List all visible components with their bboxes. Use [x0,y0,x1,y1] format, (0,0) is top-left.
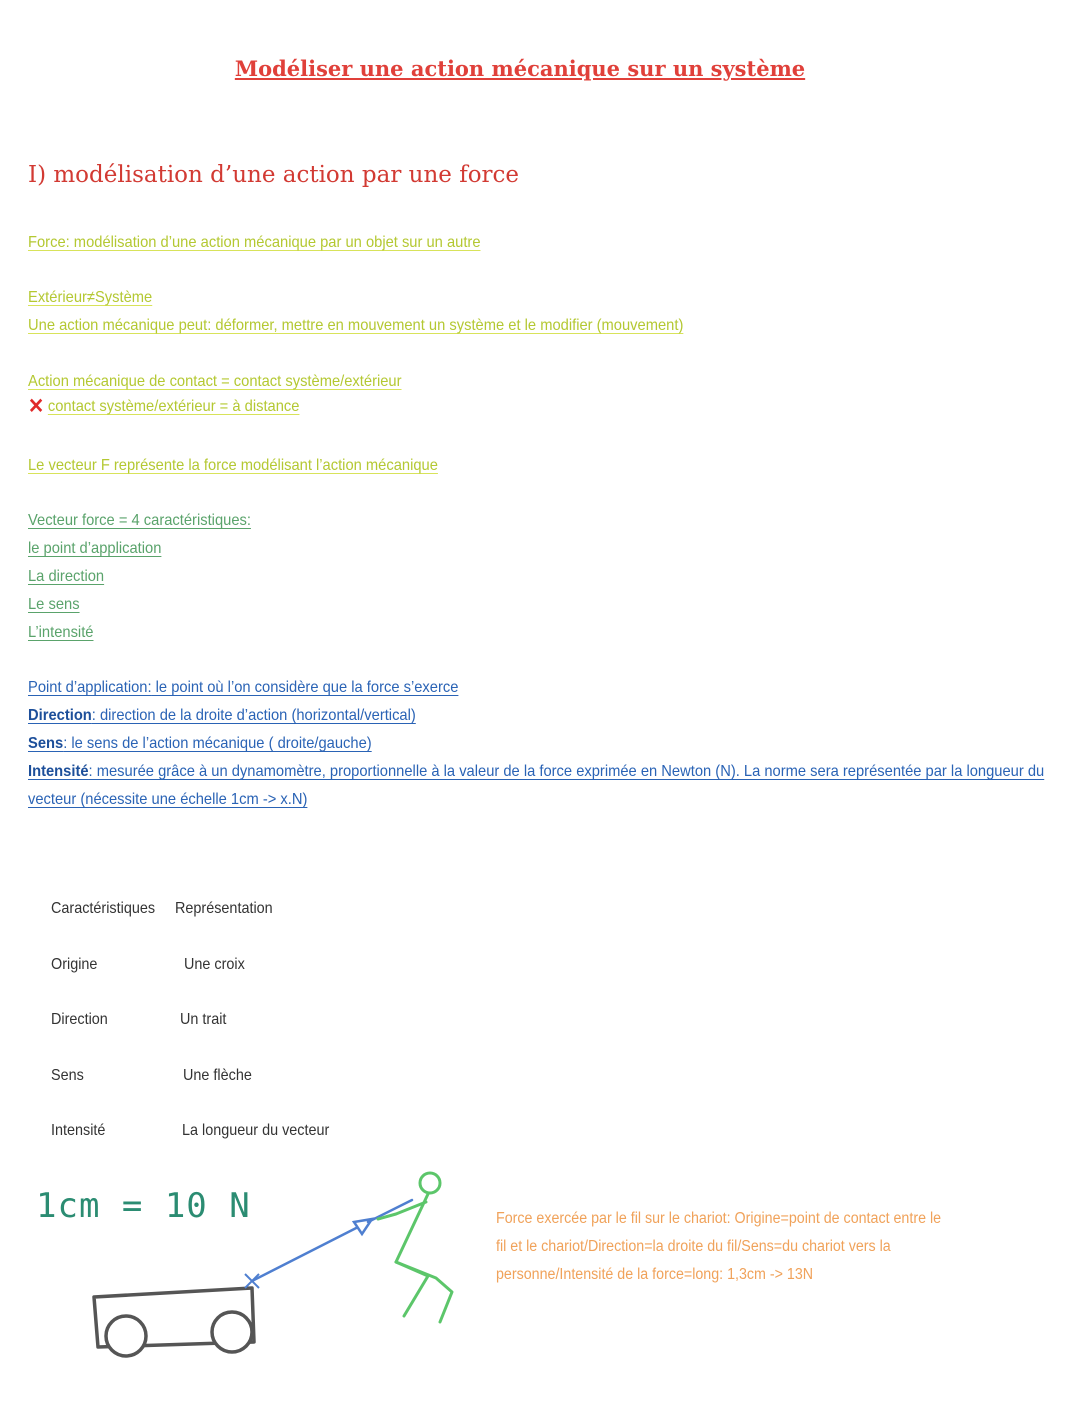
scale-label: 1cm = 10 N [36,1186,251,1226]
force-description-note: Force exercée par le fil sur le chariot: Origine=point de contact entre le fil et le chariot/Direction=la droite du fil/Sens=du chariot vers la personne/Intensité de la force=long: 1,3cm -> 13N [496,1210,942,1283]
note-distance-text: contact système/extérieur = à distance [47,398,300,415]
note-vector-f: Le vecteur F représente la force modélisant l’action mécanique [28,457,438,474]
note-force-definition: Force: modélisation d’une action mécanique par un objet sur un autre [28,234,481,251]
table-header-representation: Représentation [175,900,273,917]
table-cell-representation: Une flèche [183,1067,252,1084]
cross-icon: ✕ [28,395,45,418]
definition-point-label: Point d’application: [28,679,152,696]
note-vector-characteristics: Vecteur force = 4 caractéristiques: [28,512,251,529]
definition-sens-text: : le sens de l’action mécanique ( droite/gauche) [63,735,372,752]
definition-point-text: le point où l’on considère que la force s’exerce [151,679,459,696]
table-cell-representation: Une croix [184,956,245,973]
table-cell-characteristic: Sens [51,1067,84,1084]
table-cell-characteristic: Origine [51,956,98,973]
note-exterieur-systeme: Extérieur≠Système [28,289,153,306]
force-vector-arrow [252,1200,412,1281]
table-cell-representation: La longueur du vecteur [182,1122,330,1139]
list-item: La direction [28,568,105,585]
table-cell-representation: Un trait [180,1011,227,1028]
list-item: L’intensité [28,624,94,641]
definition-sens-label: Sens [28,735,64,752]
definition-intensite-text: : mesurée grâce à un dynamomètre, proportionnelle à la valeur de la force exprimée en Newton (N). La norme sera représentée par la longueur du [88,763,1045,780]
cart-drawing [94,1288,254,1356]
definition-intensite-label: Intensité [28,763,89,780]
page-title: Modéliser une action mécanique sur un système [234,56,806,81]
stick-person [378,1173,452,1322]
table-cell-characteristic: Intensité [51,1122,106,1139]
definition-direction-text: : direction de la droite d’action (horizontal/vertical) [91,707,416,724]
list-item: le point d’application [28,540,162,557]
table-header-caracteristiques: Caractéristiques [51,900,156,917]
note-action-effects: Une action mécanique peut: déformer, mettre en mouvement un système et le modifier (mouvement) [28,317,684,334]
definition-direction-label: Direction [28,707,92,724]
section-heading: I) modélisation d’une action par une force [28,162,520,188]
table-cell-characteristic: Direction [51,1011,108,1028]
definition-intensite-continued: vecteur (nécessite une échelle 1cm -> x.N) [28,791,308,808]
note-contact-action: Action mécanique de contact = contact système/extérieur [28,373,402,390]
list-item: Le sens [28,596,80,613]
